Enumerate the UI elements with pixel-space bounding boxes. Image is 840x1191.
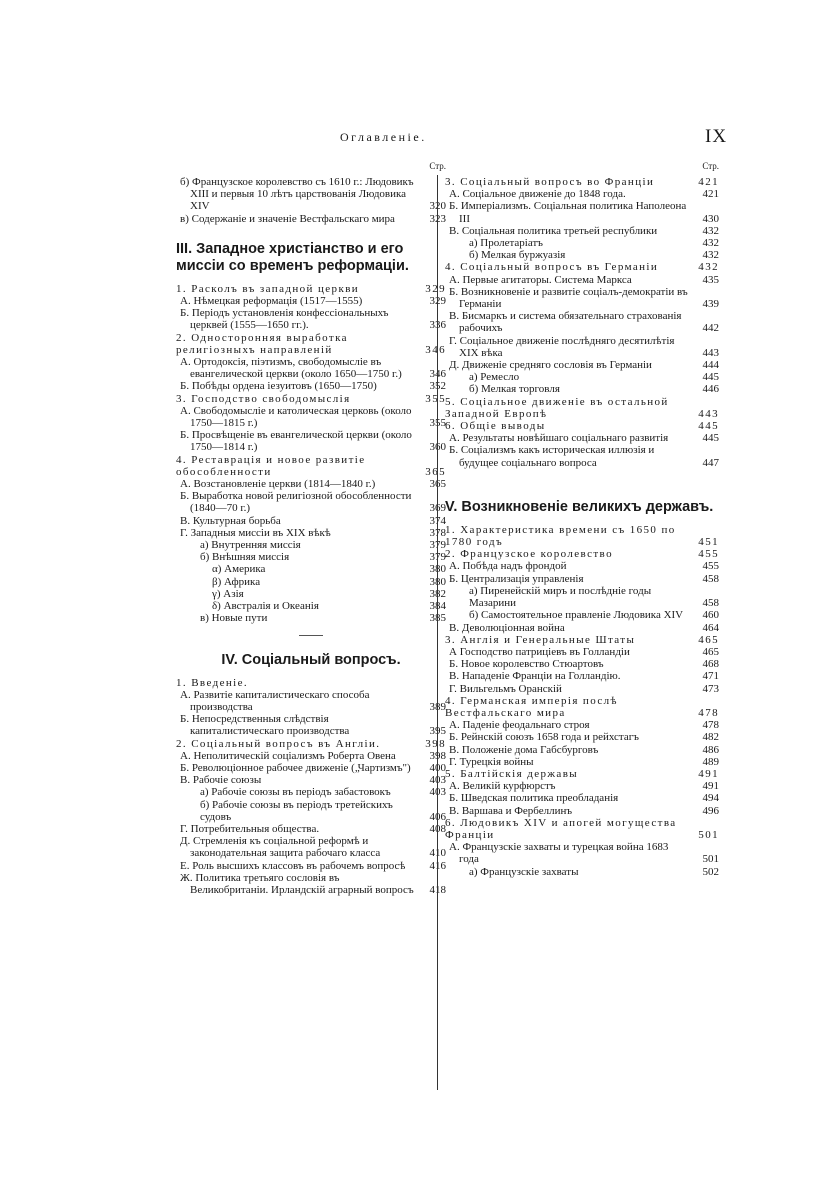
toc-entry-page: 439 — [702, 298, 719, 311]
toc-entry — [445, 622, 719, 634]
toc-entry-page: 379 — [429, 551, 446, 564]
toc-entry — [176, 478, 446, 490]
toc-entry — [176, 295, 446, 307]
toc-entry-page: 400 — [429, 761, 446, 774]
toc-entry-title: β) Африка — [212, 575, 261, 588]
toc-entry-title: А. Нѣмецкая реформація (1517—1555) — [180, 295, 363, 308]
toc-entry-title: В. Положеніе дома Габсбурговъ — [449, 743, 599, 756]
toc-entry — [445, 744, 719, 756]
toc-entry-title: Б. Централизація управленія — [449, 572, 584, 585]
toc-entry — [176, 689, 446, 713]
toc-entry-title: б) Самостоятельное правленіе Людовика XIV — [469, 609, 684, 622]
divider-rule — [299, 635, 323, 636]
toc-entry-title: Ж. Политика третьяго сословія въ Великобританіи. Ирландскій аграрный вопросъ — [180, 871, 414, 896]
toc-entry-page: 380 — [429, 575, 446, 588]
toc-entry-title: В. Культурная борьба — [180, 514, 281, 527]
toc-entry — [445, 768, 719, 780]
toc-entry — [176, 588, 446, 600]
toc-entry-title: а) Ремесло — [469, 371, 520, 384]
toc-entry-title: Г. Западныя миссіи въ XIX вѣкѣ — [180, 526, 331, 539]
toc-entry-page: 494 — [702, 792, 719, 805]
toc-entry-page: 501 — [698, 828, 719, 841]
toc-entry-page: 502 — [702, 865, 719, 878]
toc-entry-title: Б. Періодъ установленія конфессіональныхъ церквей (1555—1650 гг.). — [180, 307, 389, 332]
toc-entry-page: 460 — [702, 609, 719, 622]
toc-entry-title: А. Паденіе феодальнаго строя — [449, 719, 590, 732]
toc-entry-title: В. Варшава и Фербеллинъ — [449, 804, 573, 817]
toc-entry — [176, 835, 446, 859]
toc-entry-page: 365 — [429, 478, 446, 491]
toc-entry — [445, 383, 719, 395]
toc-entry-page: 432 — [702, 249, 719, 262]
toc-entry — [176, 600, 446, 612]
toc-entry-title: А. Неполитическій соціализмъ Роберта Овена — [180, 749, 396, 762]
toc-entry — [445, 719, 719, 731]
toc-entry-title: 1. Характеристика времени съ 1650 по 1780 годъ — [445, 523, 676, 549]
toc-entry-page: 421 — [702, 188, 719, 201]
toc-entry-page: 403 — [429, 774, 446, 787]
toc-entry — [445, 609, 719, 621]
page-column-label: Стр. — [429, 161, 446, 171]
toc-entry-page: 432 — [702, 237, 719, 250]
toc-entry-page: 444 — [702, 359, 719, 372]
toc-entry — [176, 515, 446, 527]
toc-entry — [445, 261, 719, 273]
toc-entry-title: А. Побѣда надъ фрондой — [449, 560, 567, 573]
toc-entry-title: 5. Соціальное движеніе въ остальной Западной Европѣ — [445, 395, 669, 420]
toc-entry-page: 501 — [702, 853, 719, 866]
toc-entry — [445, 176, 719, 188]
toc-entry — [176, 786, 446, 798]
toc-entry — [176, 527, 446, 539]
toc-entry-page: 432 — [698, 261, 719, 274]
toc-list — [176, 176, 446, 225]
toc-entry — [445, 432, 719, 444]
toc-entry — [176, 762, 446, 774]
section-title: V. Возникновеніе великихъ державъ. — [445, 498, 714, 515]
toc-entry — [445, 335, 719, 359]
toc-entry-title: Е. Роль высшихъ классовъ въ рабочемъ вопросѣ — [180, 859, 406, 872]
toc-entry-title: 1. Введеніе. — [176, 676, 249, 689]
toc-entry-page: 435 — [702, 273, 719, 286]
toc-entry — [445, 371, 719, 383]
toc-entry — [445, 866, 719, 878]
toc-entry — [445, 225, 719, 237]
toc-entry-title: а) Французскіе захваты — [469, 865, 579, 878]
toc-entry-title: γ) Азія — [212, 587, 244, 600]
toc-entry-title: 5. Балтійскія державы — [445, 767, 579, 780]
toc-entry-page: 382 — [429, 587, 446, 600]
toc-entry-title: б) Внѣшняя миссія — [200, 551, 290, 564]
toc-entry-page: 416 — [429, 859, 446, 872]
toc-entry-page: 346 — [425, 343, 446, 356]
toc-entry-title: в) Содержаніе и значеніе Вестфальскаго мира — [180, 212, 395, 225]
toc-entry-page: 455 — [702, 560, 719, 573]
toc-entry-title: 4. Германская имперія послѣ Вестфальскаго мира — [445, 694, 618, 719]
toc-entry-page: 468 — [702, 658, 719, 671]
toc-entry-title: В. Деволюціонная война — [449, 621, 565, 634]
toc-entry-title: 3. Англія и Генеральные Штаты — [445, 633, 636, 646]
toc-entry-page: 384 — [429, 600, 446, 613]
toc-entry — [176, 393, 446, 405]
toc-entry — [176, 405, 446, 429]
toc-entry — [176, 551, 446, 563]
toc-entry-page: 395 — [429, 725, 446, 738]
toc-entry-page: 465 — [698, 633, 719, 646]
toc-entry — [445, 359, 719, 371]
toc-entry-title: 1. Расколъ въ западной церкви — [176, 282, 360, 295]
toc-entry-title: А. Возстановленіе церкви (1814—1840 г.) — [180, 478, 376, 491]
toc-entry-page: 473 — [702, 682, 719, 695]
toc-entry — [176, 823, 446, 835]
toc-entry-title: Б. Имперіализмъ. Соціальная политика Наполеона III — [449, 200, 687, 225]
toc-entry-title: а) Пиренейскій миръ и послѣдніе годы Мазарини — [469, 584, 652, 610]
toc-entry-page: 320 — [429, 200, 446, 213]
toc-entry — [176, 380, 446, 392]
toc-entry-title: 2. Соціальный вопросъ въ Англіи. — [176, 737, 381, 750]
toc-entry-title: Б. Рейнскій союзъ 1658 года и рейхстагъ — [449, 731, 639, 744]
toc-entry — [445, 274, 719, 286]
toc-list — [445, 176, 719, 469]
toc-entry — [445, 780, 719, 792]
toc-entry — [445, 249, 719, 261]
toc-entry-page: 378 — [429, 526, 446, 539]
running-title: Оглавленіе. — [340, 130, 427, 144]
toc-entry — [176, 539, 446, 551]
toc-entry-page: 496 — [702, 804, 719, 817]
toc-entry-title: А. Свободомысліе и католическая церковь (около 1750—1815 г.) — [180, 404, 412, 430]
toc-entry-page: 365 — [425, 465, 446, 478]
toc-entry-page: 478 — [702, 719, 719, 732]
toc-entry-title: А Господство патриціевъ въ Голландіи — [449, 645, 630, 658]
toc-entry — [445, 237, 719, 249]
toc-entry-page: 329 — [425, 282, 446, 295]
toc-entry — [445, 646, 719, 658]
toc-entry-page: 380 — [429, 563, 446, 576]
toc-entry-page: 379 — [429, 539, 446, 552]
section-title: III. Западное христіанство и его миссіи со временъ реформаціи. — [176, 240, 409, 274]
toc-entry — [176, 563, 446, 575]
toc-entry — [176, 799, 446, 823]
toc-entry-page: 369 — [429, 502, 446, 515]
toc-entry — [176, 356, 446, 380]
toc-entry-page: 443 — [698, 407, 719, 420]
toc-entry-title: б) Мелкая буржуазія — [469, 249, 566, 262]
toc-entry-title: А. Великій курфюрстъ — [449, 780, 556, 793]
toc-entry-title: Д. Движеніе средняго сословія въ Германіи — [449, 359, 652, 372]
toc-entry-title: А. Французскіе захваты и турецкая война 1683 года — [449, 841, 669, 866]
toc-entry-page: 446 — [702, 383, 719, 396]
toc-entry-page: 445 — [698, 420, 719, 433]
toc-entry-title: В. Бисмаркъ и система обязательнаго страхованія рабочихъ — [449, 310, 682, 335]
toc-entry — [445, 585, 719, 609]
toc-entry-title: 4. Реставрація и новое развитіе обособленности — [176, 453, 366, 478]
toc-entry-title: Г. Потребительныя общества. — [180, 822, 320, 835]
toc-list — [176, 283, 446, 625]
toc-entry-title: А. Соціальное движеніе до 1848 года. — [449, 188, 626, 201]
toc-entry-title: α) Америка — [212, 563, 266, 576]
toc-entry — [176, 860, 446, 872]
section-title: IV. Соціальный вопросъ. — [221, 651, 401, 668]
toc-entry-page: 329 — [429, 295, 446, 308]
toc-entry-page: 418 — [429, 883, 446, 896]
toc-entry-title: в) Новые пути — [200, 612, 268, 625]
toc-entry — [445, 524, 719, 548]
toc-entry — [445, 670, 719, 682]
toc-entry — [445, 683, 719, 695]
toc-entry-title: а) Пролетаріатъ — [469, 237, 543, 250]
toc-entry-page: 410 — [429, 847, 446, 860]
page-column-label: Стр. — [702, 161, 719, 171]
toc-entry-title: Б. Новое королевство Стюартовъ — [449, 658, 604, 671]
toc-entry-page: 403 — [429, 786, 446, 799]
toc-entry — [176, 213, 446, 225]
toc-entry-title: 2. Французское королевство — [445, 548, 613, 561]
toc-entry-page: 482 — [702, 731, 719, 744]
toc-entry — [445, 310, 719, 334]
toc-entry-page: 491 — [698, 767, 719, 780]
toc-entry-page: 398 — [429, 749, 446, 762]
toc-entry — [445, 841, 719, 865]
toc-entry-page: 389 — [429, 700, 446, 713]
toc-entry-page: 398 — [425, 737, 446, 750]
toc-entry-title: Г. Соціальное движеніе послѣдняго десятилѣтія XIX вѣка — [449, 334, 675, 359]
toc-entry — [445, 756, 719, 768]
toc-entry — [176, 307, 446, 331]
toc-entry-title: 3. Соціальный вопросъ во Франціи — [445, 176, 655, 188]
toc-entry — [176, 713, 446, 737]
toc-entry-page: 447 — [702, 456, 719, 469]
toc-entry — [445, 420, 719, 432]
toc-entry-page: 455 — [698, 548, 719, 561]
toc-entry-title: А. Результаты новѣйшаго соціальнаго развитія — [449, 432, 669, 445]
toc-entry-title: Д. Стремленія къ соціальной реформѣ и законодательная защита рабочаго класса — [180, 835, 381, 860]
toc-entry-page: 430 — [702, 212, 719, 225]
toc-entry-title: δ) Австралія и Океанія — [212, 600, 319, 613]
toc-entry — [445, 548, 719, 560]
toc-entry-page: 360 — [429, 441, 446, 454]
toc-entry-page: 464 — [702, 621, 719, 634]
toc-entry-page: 421 — [698, 176, 719, 188]
toc-entry-title: б) Рабочіе союзы въ періодъ третейскихъ судовъ — [200, 798, 393, 823]
toc-entry — [176, 677, 446, 689]
toc-entry-page: 374 — [429, 514, 446, 527]
toc-entry-title: а) Внутренняя миссія — [200, 539, 301, 552]
toc-entry — [445, 634, 719, 646]
toc-entry — [176, 872, 446, 896]
toc-entry-title: В. Нападеніе Франціи на Голландію. — [449, 670, 621, 683]
toc-entry — [176, 176, 446, 213]
toc-entry-page: 408 — [429, 822, 446, 835]
toc-entry-title: 4. Соціальный вопросъ въ Германіи — [445, 261, 659, 274]
toc-entry — [176, 283, 446, 295]
toc-entry-title: Г. Турецкія войны — [449, 755, 534, 768]
toc-entry-page: 451 — [698, 536, 719, 549]
toc-entry-title: Б. Просвѣщеніе въ евангелической церкви (около 1750—1814 г.) — [180, 429, 412, 454]
toc-entry-title: А. Первые агитаторы. Система Маркса — [449, 273, 632, 286]
page-number: IX — [705, 126, 728, 147]
toc-entry-page: 489 — [702, 755, 719, 768]
toc-entry-title: 6. Людовикъ XIV и апогей могущества Франціи — [445, 816, 677, 841]
toc-entry-page: 458 — [702, 597, 719, 610]
toc-entry — [445, 817, 719, 841]
toc-entry — [176, 774, 446, 786]
toc-entry — [176, 332, 446, 356]
toc-entry-title: Б. Выработка новой религіозной обособленности (1840—70 г.) — [180, 490, 412, 515]
toc-entry-title: 3. Господство свободомыслія — [176, 392, 351, 405]
toc-entry — [176, 454, 446, 478]
toc-entry-title: Б. Непосредственныя слѣдствія капиталистическаго производства — [180, 713, 350, 738]
toc-entry-page: 355 — [429, 417, 446, 430]
toc-entry-title: б) Французское королевство съ 1610 г.: Людовикъ XIII и первыя 10 лѣтъ царствованія Людовика XIV — [180, 176, 414, 213]
toc-entry-title: Б. Соціализмъ какъ историческая иллюзія и будущее соціальнаго вопроса — [449, 444, 655, 469]
toc-entry-title: А. Ортодоксія, піэтизмъ, свободомысліе въ евангелической церкви (около 1650—1750 г.) — [180, 356, 402, 381]
toc-entry-page: 458 — [702, 572, 719, 585]
toc-entry — [445, 396, 719, 420]
toc-entry — [445, 560, 719, 572]
toc-entry-page: 443 — [702, 346, 719, 359]
toc-entry-page: 355 — [425, 392, 446, 405]
toc-entry — [176, 576, 446, 588]
toc-entry — [176, 750, 446, 762]
toc-entry — [445, 286, 719, 310]
toc-entry-title: б) Мелкая торговля — [469, 383, 560, 396]
toc-entry-page: 385 — [429, 612, 446, 625]
toc-entry — [445, 731, 719, 743]
toc-entry — [445, 792, 719, 804]
toc-list — [176, 677, 446, 897]
toc-entry-page: 432 — [702, 224, 719, 237]
toc-entry — [445, 658, 719, 670]
toc-entry-page: 352 — [429, 380, 446, 393]
toc-entry-page: 323 — [429, 212, 446, 225]
toc-entry — [445, 444, 719, 468]
toc-entry — [445, 200, 719, 224]
toc-entry-page: 486 — [702, 743, 719, 756]
toc-entry-title: А. Развитіе капиталистическаго способа производства — [180, 688, 370, 713]
toc-entry-page: 471 — [702, 670, 719, 683]
toc-entry-title: 2. Односторонняя выработка религіозныхъ направленій — [176, 331, 348, 356]
toc-entry-page: 445 — [702, 432, 719, 445]
toc-entry — [445, 573, 719, 585]
toc-entry-title: а) Рабочіе союзы въ періодъ забастовокъ — [200, 786, 391, 799]
toc-entry — [176, 490, 446, 514]
toc-entry — [445, 805, 719, 817]
toc-entry-page: 445 — [702, 371, 719, 384]
column-divider — [437, 175, 438, 1090]
right-column — [445, 160, 719, 878]
toc-entry-page: 491 — [702, 780, 719, 793]
toc-entry-title: Б. Революціонное рабочее движеніе („Чартизмъ") — [180, 761, 411, 774]
toc-entry — [176, 429, 446, 453]
toc-entry — [176, 612, 446, 624]
toc-entry — [176, 738, 446, 750]
toc-list — [445, 524, 719, 878]
toc-entry-page: 478 — [698, 706, 719, 719]
left-column — [176, 160, 446, 896]
toc-entry-page: 336 — [429, 319, 446, 332]
toc-entry-page: 406 — [429, 810, 446, 823]
toc-entry-title: Г. Вильгельмъ Оранскій — [449, 682, 562, 695]
toc-entry-title: Б. Побѣды ордена іезуитовъ (1650—1750) — [180, 380, 377, 393]
toc-entry — [445, 188, 719, 200]
toc-entry-page: 346 — [429, 368, 446, 381]
toc-entry-page: 442 — [702, 322, 719, 335]
toc-entry-page: 465 — [702, 645, 719, 658]
toc-entry-title: Б. Шведская политика преобладанія — [449, 792, 619, 805]
toc-entry-title: Б. Возникновеніе и развитіе соціалъ-демократіи въ Германіи — [449, 285, 688, 311]
toc-entry-title: В. Рабочіе союзы — [180, 774, 262, 787]
toc-entry-title: 6. Общіе выводы — [445, 420, 546, 433]
toc-entry — [445, 695, 719, 719]
toc-entry-title: В. Соціальная политика третьей республики — [449, 224, 658, 237]
